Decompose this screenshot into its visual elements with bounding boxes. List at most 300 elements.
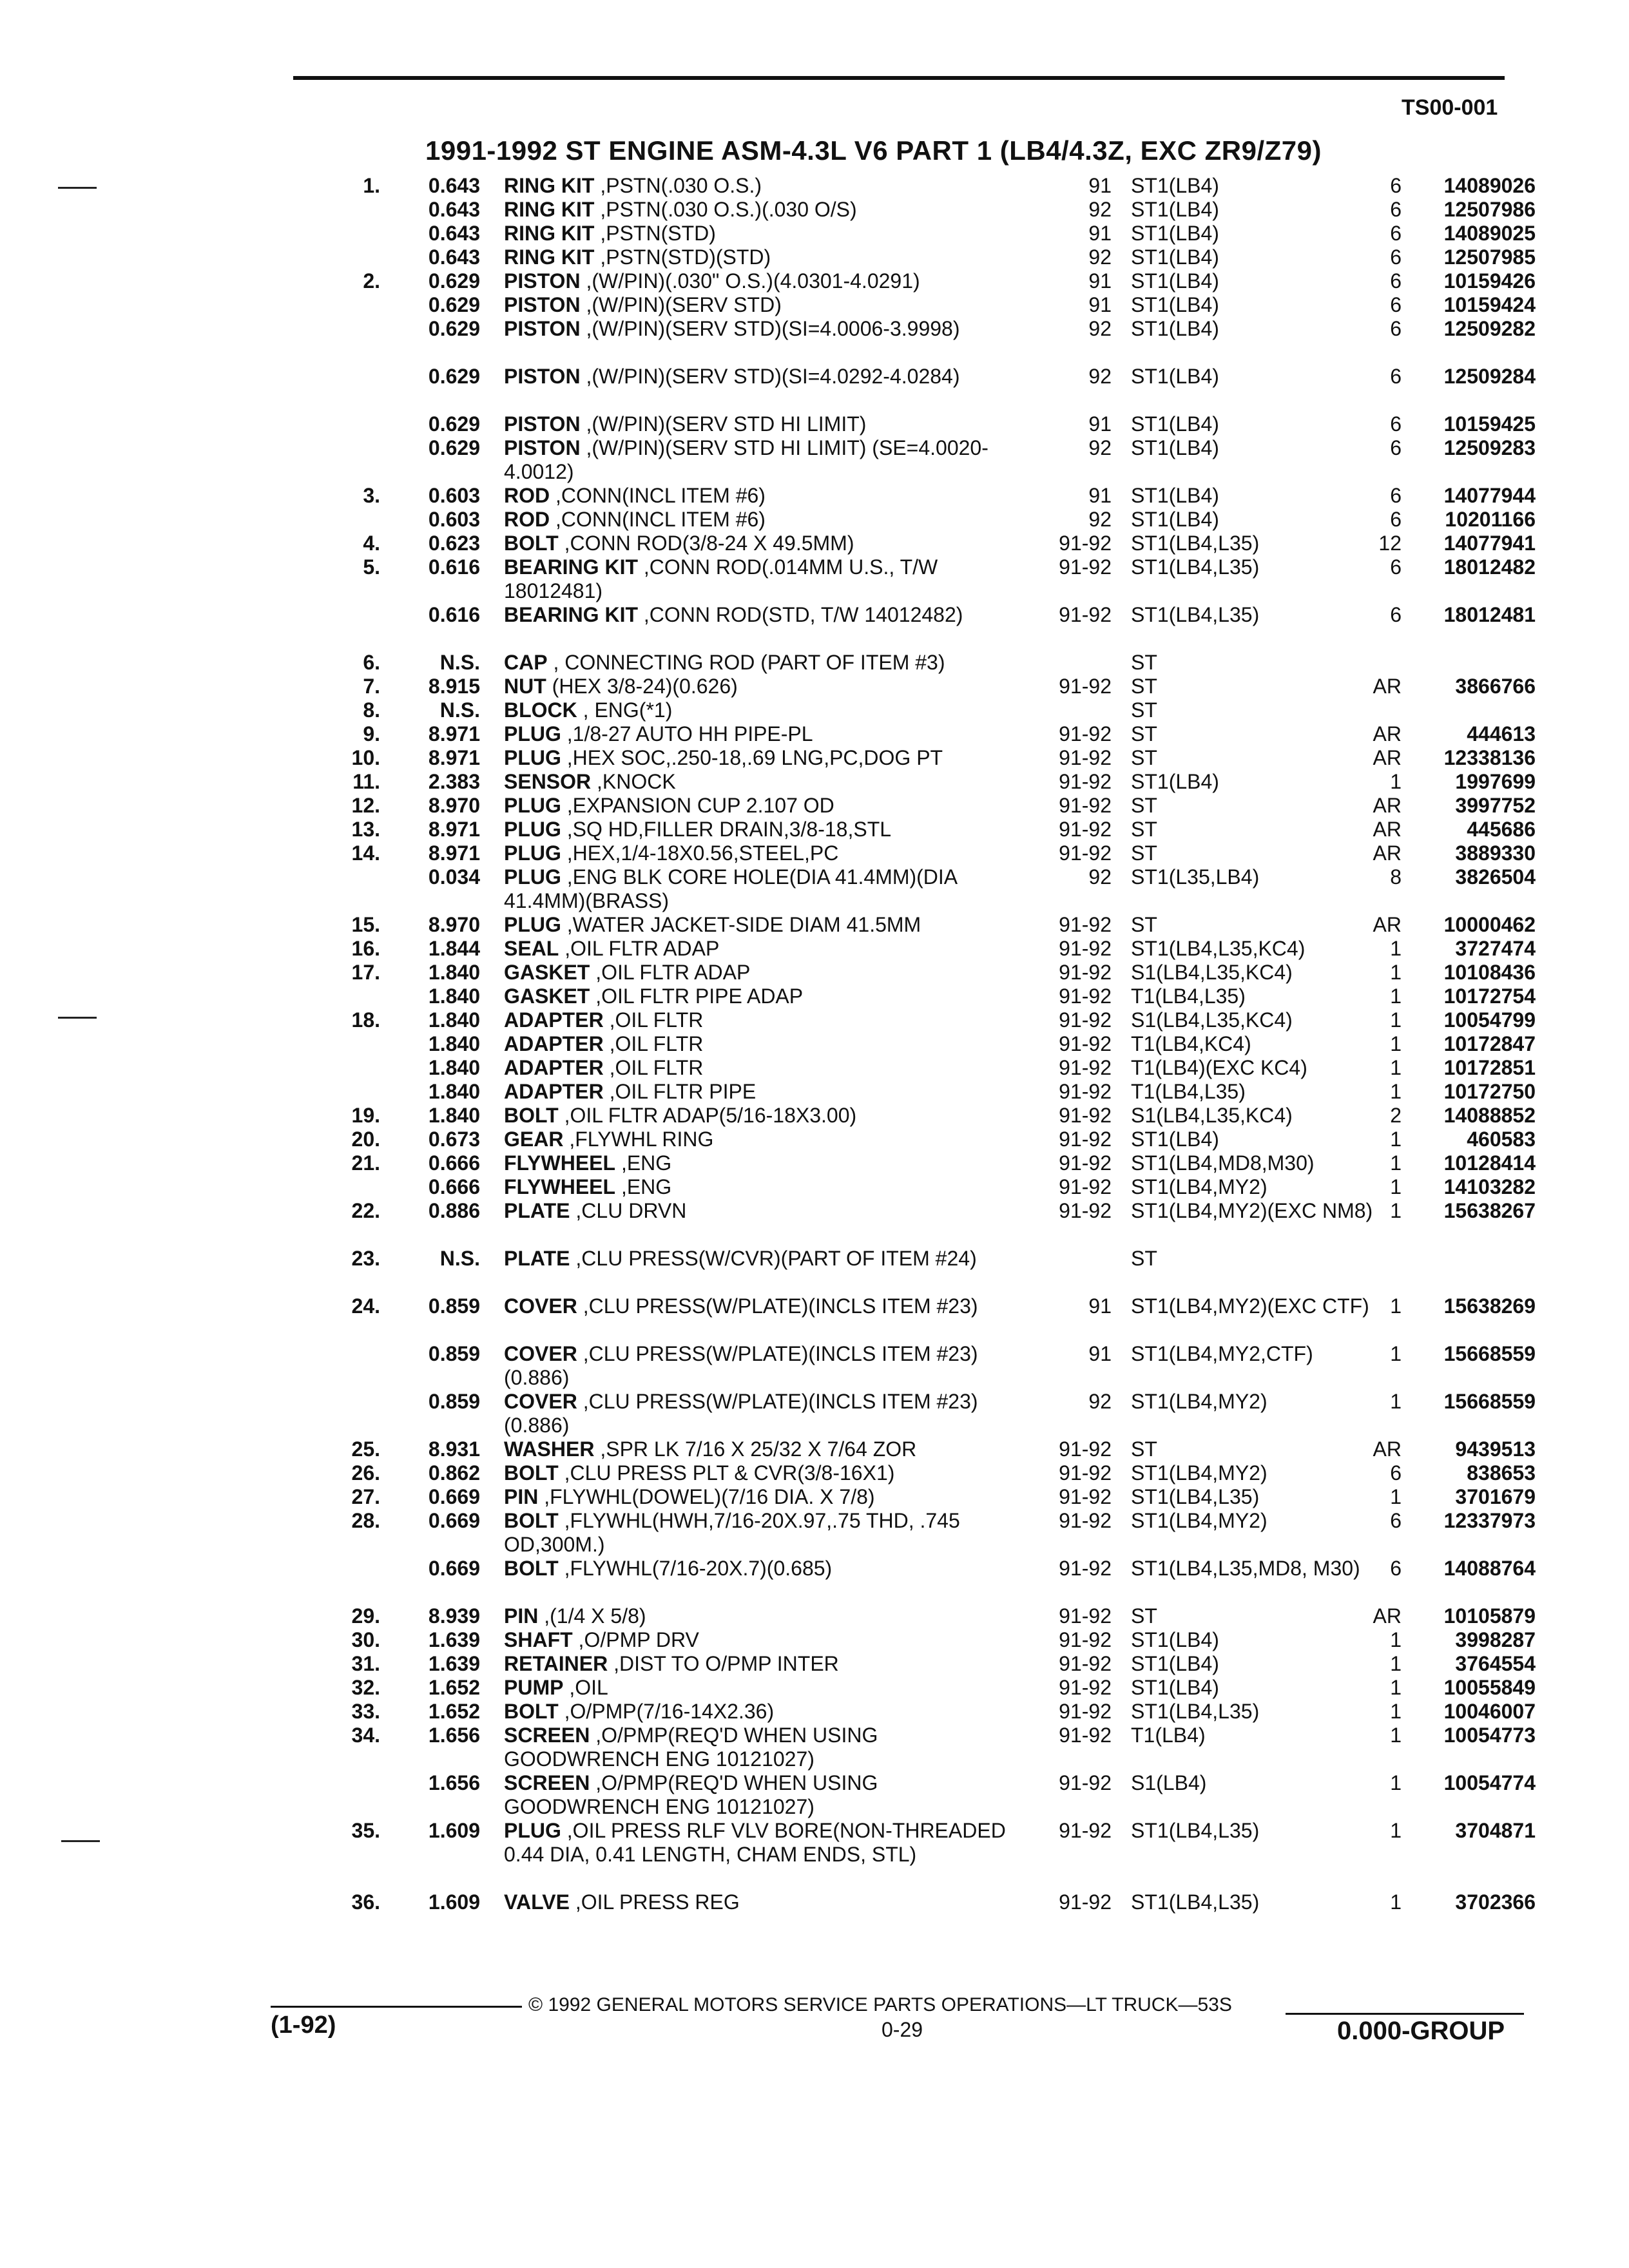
part-description: [504, 174, 1032, 198]
model-year: 91-92: [1059, 675, 1112, 698]
series-code: ST1(LB4,L35): [1131, 603, 1260, 626]
part-detail: ,CONN ROD(STD, T/W 14012482): [643, 603, 963, 626]
series-code: ST: [1131, 722, 1157, 745]
model-year: 91-92: [1059, 1128, 1112, 1151]
part-name: ADAPTER: [504, 1056, 604, 1079]
model-year: 91-92: [1059, 1700, 1112, 1723]
group-number: 0.034: [428, 865, 480, 889]
series-code: ST1(LB4,L35): [1131, 555, 1260, 579]
table-row: [0, 698, 1629, 722]
part-name: COVER: [504, 1390, 577, 1413]
table-row: [0, 245, 1629, 269]
part-description: [504, 293, 1032, 317]
item-number: 18.: [351, 1008, 380, 1032]
series-code: ST: [1131, 794, 1157, 817]
quantity: 6: [1390, 436, 1402, 459]
part-description: [504, 1485, 1032, 1509]
series-code: ST: [1131, 913, 1157, 936]
series-code: ST1(LB4,L35): [1131, 532, 1260, 555]
table-row: [0, 651, 1629, 675]
item-number: 28.: [351, 1509, 380, 1532]
series-code: S1(LB4,L35,KC4): [1131, 1104, 1293, 1127]
quantity: 1: [1390, 1390, 1402, 1413]
model-year: 91: [1088, 1342, 1112, 1365]
footer-page-number: 0-29: [882, 2018, 923, 2041]
group-number: 8.970: [428, 794, 480, 817]
table-row: [0, 675, 1629, 698]
model-year: 91-92: [1059, 1628, 1112, 1651]
group-number: 1.639: [428, 1628, 480, 1651]
part-description: [504, 555, 1032, 603]
quantity: 6: [1390, 365, 1402, 388]
part-detail: ,CLU PRESS(W/PLATE)(INCLS ITEM #23): [583, 1294, 978, 1318]
part-number: 3998287: [1455, 1628, 1536, 1651]
part-number: 444613: [1467, 722, 1536, 745]
part-number: 445686: [1467, 818, 1536, 841]
quantity: 6: [1390, 412, 1402, 436]
series-code: T1(LB4,L35): [1131, 1080, 1246, 1103]
quantity: AR: [1373, 794, 1402, 817]
part-name: BOLT: [504, 1509, 559, 1532]
item-number: 27.: [351, 1485, 380, 1508]
part-name: COVER: [504, 1294, 577, 1318]
table-row: [0, 794, 1629, 818]
part-detail: ,CLU PRESS PLT & CVR(3/8-16X1): [564, 1461, 895, 1485]
item-number: 12.: [351, 794, 380, 817]
model-year: 91-92: [1059, 532, 1112, 555]
series-code: ST: [1131, 1604, 1157, 1628]
series-code: ST1(LB4): [1131, 222, 1219, 245]
part-description: [504, 1390, 1032, 1437]
model-year: 91-92: [1059, 1676, 1112, 1699]
group-number: 0.666: [428, 1151, 480, 1175]
part-detail: ,(W/PIN)(SERV STD)(SI=4.0292-4.0284): [586, 365, 960, 388]
model-year: 91: [1088, 222, 1112, 245]
part-description: [504, 222, 1032, 245]
quantity: 1: [1390, 1199, 1402, 1222]
item-number: 2.: [363, 269, 380, 293]
group-number: 0.643: [428, 245, 480, 269]
part-detail: ,OIL: [569, 1676, 608, 1699]
quantity: 2: [1390, 1104, 1402, 1127]
part-detail: ,(1/4 X 5/8): [544, 1604, 646, 1628]
part-number: 1997699: [1455, 770, 1536, 793]
table-row: [0, 1890, 1629, 1914]
part-description: [504, 1032, 1032, 1056]
part-description: [504, 412, 1032, 436]
model-year: 91: [1088, 412, 1112, 436]
part-name: PLATE: [504, 1199, 570, 1222]
part-description: [504, 1104, 1032, 1128]
part-name: PLUG: [504, 818, 561, 841]
part-number: 10000462: [1443, 913, 1536, 936]
series-code: ST1(LB4,L35): [1131, 1819, 1260, 1842]
quantity: 8: [1390, 865, 1402, 889]
series-code: ST1(LB4): [1131, 365, 1219, 388]
part-name: PLATE: [504, 1247, 570, 1270]
series-code: ST1(LB4,L35): [1131, 1700, 1260, 1723]
quantity: AR: [1373, 1604, 1402, 1628]
item-number: 34.: [351, 1724, 380, 1747]
part-name: GEAR: [504, 1128, 564, 1151]
part-number: 12507986: [1443, 198, 1536, 221]
part-description: [504, 722, 1032, 746]
model-year: 91-92: [1059, 1819, 1112, 1842]
group-number: 1.609: [428, 1819, 480, 1842]
part-description: [504, 1151, 1032, 1175]
part-number: 10172750: [1443, 1080, 1536, 1103]
quantity: 6: [1390, 484, 1402, 507]
group-number: 0.629: [428, 436, 480, 459]
part-detail: ,HEX,1/4-18X0.56,STEEL,PC: [566, 841, 839, 865]
footer-rule-left: [271, 2006, 522, 2008]
item-number: 4.: [363, 532, 380, 555]
table-row: [0, 746, 1629, 770]
table-row: [0, 1700, 1629, 1724]
part-name: BEARING KIT: [504, 603, 638, 626]
group-number: 0.629: [428, 293, 480, 316]
table-row: [0, 1032, 1629, 1056]
table-row: [0, 1437, 1629, 1461]
quantity: 1: [1390, 1724, 1402, 1747]
group-number: 1.652: [428, 1700, 480, 1723]
part-detail: ,(W/PIN)(SERV STD): [586, 293, 782, 316]
part-detail: ,HEX SOC,.250-18,.69 LNG,PC,DOG PT: [566, 746, 943, 769]
part-number: 3826504: [1455, 865, 1536, 889]
series-code: S1(LB4,L35,KC4): [1131, 961, 1293, 984]
group-number: 1.639: [428, 1652, 480, 1675]
table-row: [0, 269, 1629, 293]
group-number: 0.886: [428, 1199, 480, 1222]
group-number: 8.915: [428, 675, 480, 698]
part-name: GASKET: [504, 985, 590, 1008]
part-number: 9439513: [1455, 1437, 1536, 1461]
quantity: 6: [1390, 555, 1402, 579]
part-description: [504, 985, 1032, 1008]
model-year: 91-92: [1059, 603, 1112, 626]
part-number: 3866766: [1455, 675, 1536, 698]
quantity: 1: [1390, 937, 1402, 960]
quantity: 1: [1390, 770, 1402, 793]
part-description: [504, 1557, 1032, 1581]
table-row: [0, 818, 1629, 841]
part-detail: ,EXPANSION CUP 2.107 OD: [566, 794, 834, 817]
model-year: 91: [1088, 293, 1112, 316]
quantity: 1: [1390, 1342, 1402, 1365]
part-name: RING KIT: [504, 245, 595, 269]
part-number: 18012481: [1443, 603, 1536, 626]
table-row: [0, 1509, 1629, 1557]
quantity: AR: [1373, 675, 1402, 698]
table-row: [0, 770, 1629, 794]
part-description: [504, 1700, 1032, 1724]
part-name: PISTON: [504, 269, 581, 293]
model-year: 91-92: [1059, 1199, 1112, 1222]
part-detail: ,CLU PRESS(W/CVR)(PART OF ITEM #24): [575, 1247, 977, 1270]
part-number: 10105879: [1443, 1604, 1536, 1628]
quantity: 6: [1390, 245, 1402, 269]
part-name: FLYWHEEL: [504, 1175, 616, 1198]
table-row: [0, 865, 1629, 913]
quantity: AR: [1373, 1437, 1402, 1461]
part-detail: ,1/8-27 AUTO HH PIPE-PL: [566, 722, 813, 745]
part-description: [504, 603, 1032, 627]
table-row: [0, 1461, 1629, 1485]
table-row: [0, 1676, 1629, 1700]
quantity: 6: [1390, 508, 1402, 531]
part-description: [504, 1724, 1032, 1771]
item-number: 36.: [351, 1890, 380, 1914]
part-detail: ,ENG: [621, 1175, 672, 1198]
item-number: 22.: [351, 1199, 380, 1222]
quantity: 6: [1390, 174, 1402, 197]
series-code: ST1(L35,LB4): [1131, 865, 1260, 889]
part-name: PIN: [504, 1485, 539, 1508]
item-number: 24.: [351, 1294, 380, 1318]
part-number: 10159426: [1443, 269, 1536, 293]
part-number: 10172847: [1443, 1032, 1536, 1055]
part-description: [504, 269, 1032, 293]
part-detail: ,CONN(INCL ITEM #6): [555, 508, 766, 531]
quantity: 1: [1390, 1628, 1402, 1651]
part-number: 3764554: [1455, 1652, 1536, 1675]
part-number: 10054799: [1443, 1008, 1536, 1032]
series-code: ST1(LB4): [1131, 174, 1219, 197]
part-description: [504, 698, 1032, 722]
table-row: [0, 985, 1629, 1008]
model-year: 91: [1088, 174, 1112, 197]
part-detail: , ENG(*1): [583, 698, 673, 722]
footer-date: (1-92): [271, 2012, 336, 2039]
model-year: 91-92: [1059, 937, 1112, 960]
part-description: [504, 1461, 1032, 1485]
part-number: 12509282: [1443, 317, 1536, 340]
table-row: [0, 1151, 1629, 1175]
part-description: [504, 841, 1032, 865]
part-name: ROD: [504, 484, 550, 507]
group-number: 8.971: [428, 841, 480, 865]
group-number: N.S.: [439, 651, 480, 674]
part-detail: ,OIL FLTR: [609, 1056, 704, 1079]
part-name: SCREEN: [504, 1724, 590, 1747]
table-row: [0, 1056, 1629, 1080]
table-row: [0, 484, 1629, 508]
series-code: ST1(LB4,MY2)(EXC NM8): [1131, 1199, 1373, 1222]
series-code: ST1(LB4,L35,MD8, M30): [1131, 1557, 1360, 1580]
part-detail: ,OIL FLTR ADAP(5/16-18X3.00): [564, 1104, 857, 1127]
model-year: 91-92: [1059, 841, 1112, 865]
table-row: [0, 1557, 1629, 1604]
table-row: [0, 198, 1629, 222]
item-number: 16.: [351, 937, 380, 960]
item-number: 29.: [351, 1604, 380, 1628]
group-number: 1.609: [428, 1890, 480, 1914]
part-description: [504, 1342, 1032, 1390]
part-description: [504, 198, 1032, 222]
part-number: 15638269: [1443, 1294, 1536, 1318]
group-number: 1.840: [428, 985, 480, 1008]
quantity: 1: [1390, 1175, 1402, 1198]
table-row: [0, 1724, 1629, 1771]
group-number: 0.643: [428, 174, 480, 197]
series-code: ST1(LB4,L35): [1131, 1485, 1260, 1508]
part-name: VALVE: [504, 1890, 570, 1914]
series-code: ST1(LB4): [1131, 508, 1219, 531]
part-number: 10055849: [1443, 1676, 1536, 1699]
part-description: [504, 484, 1032, 508]
part-detail: ,FLYWHL(7/16-20X.7)(0.685): [564, 1557, 833, 1580]
part-description: [504, 1247, 1032, 1271]
model-year: 92: [1088, 436, 1112, 459]
quantity: 12: [1378, 532, 1402, 555]
group-number: 0.673: [428, 1128, 480, 1151]
page-code: TS00-001: [1402, 95, 1498, 120]
group-number: 1.840: [428, 1104, 480, 1127]
group-number: 0.623: [428, 532, 480, 555]
part-number: 14089026: [1443, 174, 1536, 197]
model-year: 91-92: [1059, 1724, 1112, 1747]
part-name: PISTON: [504, 317, 581, 340]
series-code: ST: [1131, 651, 1157, 674]
part-detail: ,OIL FLTR: [609, 1008, 704, 1032]
part-detail: , CONNECTING ROD (PART OF ITEM #3): [553, 651, 945, 674]
part-detail: ,CONN ROD(.014MM U.S., T/W 18012481): [504, 555, 938, 602]
part-detail: ,OIL PRESS REG: [575, 1890, 740, 1914]
group-number: 0.669: [428, 1485, 480, 1508]
series-code: ST: [1131, 818, 1157, 841]
series-code: ST1(LB4): [1131, 245, 1219, 269]
part-detail: ,PSTN(.030 O.S.)(.030 O/S): [600, 198, 857, 221]
item-number: 15.: [351, 913, 380, 936]
table-row: [0, 222, 1629, 245]
item-number: 19.: [351, 1104, 380, 1127]
part-detail: ,DIST TO O/PMP INTER: [613, 1652, 839, 1675]
part-description: [504, 365, 1032, 389]
part-name: RETAINER: [504, 1652, 608, 1675]
part-name: BOLT: [504, 1461, 559, 1485]
part-name: BOLT: [504, 532, 559, 555]
item-number: 32.: [351, 1676, 380, 1699]
table-row: [0, 1128, 1629, 1151]
table-row: [0, 722, 1629, 746]
item-number: 13.: [351, 818, 380, 841]
group-number: 0.603: [428, 508, 480, 531]
series-code: T1(LB4): [1131, 1724, 1206, 1747]
part-name: ADAPTER: [504, 1080, 604, 1103]
item-number: 33.: [351, 1700, 380, 1723]
series-code: ST1(LB4): [1131, 198, 1219, 221]
item-number: 1.: [363, 174, 380, 197]
table-row: [0, 1604, 1629, 1628]
item-number: 3.: [363, 484, 380, 507]
part-description: [504, 675, 1032, 698]
item-number: 9.: [363, 722, 380, 745]
group-number: 8.971: [428, 818, 480, 841]
margin-mark: [61, 1840, 100, 1842]
part-name: PLUG: [504, 722, 561, 745]
part-detail: ,ENG BLK CORE HOLE(DIA 41.4MM)(DIA 41.4MM)(BRASS): [504, 865, 957, 912]
group-number: 0.669: [428, 1509, 480, 1532]
item-number: 20.: [351, 1128, 380, 1151]
part-detail: ,ENG: [621, 1151, 672, 1175]
part-description: [504, 1771, 1032, 1819]
part-description: [504, 818, 1032, 841]
series-code: T1(LB4,KC4): [1131, 1032, 1251, 1055]
quantity: 1: [1390, 1700, 1402, 1723]
group-number: 2.383: [428, 770, 480, 793]
part-description: [504, 770, 1032, 794]
part-name: SENSOR: [504, 770, 592, 793]
quantity: AR: [1373, 746, 1402, 769]
part-detail: ,OIL FLTR PIPE: [609, 1080, 757, 1103]
part-name: PISTON: [504, 293, 581, 316]
item-number: 10.: [351, 746, 380, 769]
model-year: 92: [1088, 865, 1112, 889]
model-year: 92: [1088, 365, 1112, 388]
part-number: 15638267: [1443, 1199, 1536, 1222]
model-year: 92: [1088, 508, 1112, 531]
quantity: 1: [1390, 1128, 1402, 1151]
group-number: 8.931: [428, 1437, 480, 1461]
quantity: 6: [1390, 317, 1402, 340]
part-number: 10054774: [1443, 1771, 1536, 1794]
table-row: [0, 1485, 1629, 1509]
part-name: SEAL: [504, 937, 559, 960]
series-code: ST: [1131, 1247, 1157, 1270]
group-number: 0.603: [428, 484, 480, 507]
part-detail: ,PSTN(STD)(STD): [600, 245, 771, 269]
part-detail: ,CONN ROD(3/8-24 X 49.5MM): [564, 532, 854, 555]
part-detail: ,FLYWHL(DOWEL)(7/16 DIA. X 7/8): [544, 1485, 875, 1508]
table-row: [0, 1390, 1629, 1437]
table-row: [0, 1247, 1629, 1294]
item-number: 6.: [363, 651, 380, 674]
part-description: [504, 1175, 1032, 1199]
part-detail: ,OIL FLTR PIPE ADAP: [595, 985, 804, 1008]
model-year: 91: [1088, 484, 1112, 507]
part-number: 12507985: [1443, 245, 1536, 269]
model-year: 91-92: [1059, 1008, 1112, 1032]
model-year: 91-92: [1059, 722, 1112, 745]
quantity: AR: [1373, 722, 1402, 745]
part-description: [504, 436, 1032, 484]
part-description: [504, 865, 1032, 913]
part-description: [504, 651, 1032, 675]
part-description: [504, 937, 1032, 961]
quantity: 6: [1390, 1461, 1402, 1485]
margin-mark: [58, 1017, 97, 1019]
series-code: ST1(LB4): [1131, 293, 1219, 316]
model-year: 91-92: [1059, 1151, 1112, 1175]
part-detail: ,SQ HD,FILLER DRAIN,3/8-18,STL: [566, 818, 892, 841]
part-number: 10054773: [1443, 1724, 1536, 1747]
series-code: ST: [1131, 675, 1157, 698]
item-number: 30.: [351, 1628, 380, 1651]
part-name: BOLT: [504, 1104, 559, 1127]
table-row: [0, 1008, 1629, 1032]
quantity: 6: [1390, 293, 1402, 316]
quantity: 1: [1390, 1032, 1402, 1055]
part-description: [504, 1676, 1032, 1700]
part-detail: ,CONN(INCL ITEM #6): [555, 484, 766, 507]
part-description: [504, 1008, 1032, 1032]
model-year: 92: [1088, 245, 1112, 269]
series-code: ST1(LB4,MY2): [1131, 1509, 1268, 1532]
group-number: 0.643: [428, 198, 480, 221]
series-code: ST1(LB4,MY2): [1131, 1390, 1268, 1413]
part-detail: ,KNOCK: [597, 770, 676, 793]
group-number: 1.652: [428, 1676, 480, 1699]
